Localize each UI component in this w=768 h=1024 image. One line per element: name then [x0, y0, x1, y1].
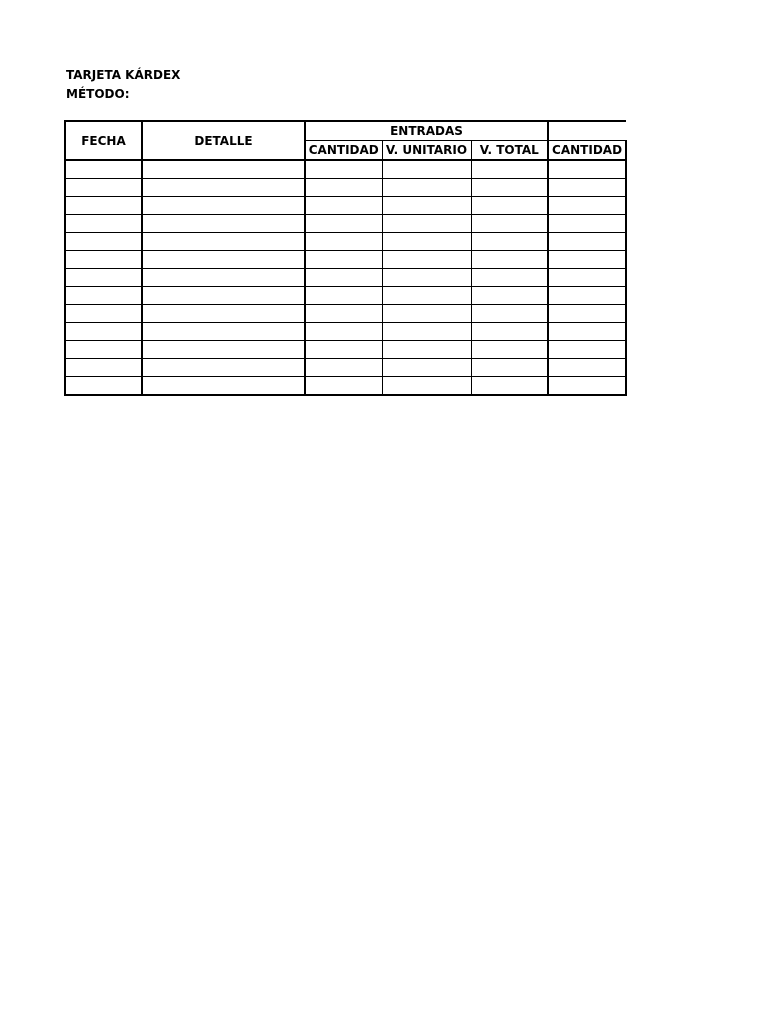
column-header-salidas [548, 121, 626, 141]
cell-v-total[interactable] [471, 377, 548, 396]
cell-v-unitario[interactable] [382, 215, 471, 233]
document-title: TARJETA KÁRDEX [66, 68, 181, 82]
cell-v-total[interactable] [471, 305, 548, 323]
cell-v-unitario[interactable] [382, 160, 471, 179]
cell-v-unitario[interactable] [382, 251, 471, 269]
table-row [65, 233, 626, 251]
cell-v-total[interactable] [471, 197, 548, 215]
cell-v-unitario[interactable] [382, 269, 471, 287]
cell-cantidad-salidas[interactable] [548, 377, 626, 396]
table-row [65, 287, 626, 305]
cell-cantidad[interactable] [305, 179, 382, 197]
table-row [65, 341, 626, 359]
cell-cantidad[interactable] [305, 341, 382, 359]
kardex-table [64, 120, 627, 396]
column-header-cantidad: CANTIDAD [305, 141, 382, 161]
cell-v-unitario[interactable] [382, 323, 471, 341]
cell-detalle[interactable] [142, 323, 305, 341]
cell-cantidad[interactable] [305, 323, 382, 341]
cell-fecha[interactable] [65, 251, 142, 269]
table-row [65, 179, 626, 197]
cell-v-total[interactable] [471, 269, 548, 287]
cell-cantidad-salidas[interactable] [548, 359, 626, 377]
table-row [65, 305, 626, 323]
cell-detalle[interactable] [142, 359, 305, 377]
cell-fecha[interactable] [65, 377, 142, 396]
cell-v-unitario[interactable] [382, 359, 471, 377]
column-header-v-total: V. TOTAL [471, 141, 548, 161]
method-label: MÉTODO: [66, 87, 130, 101]
cell-detalle[interactable] [142, 197, 305, 215]
column-header-entradas: ENTRADAS [305, 121, 548, 141]
cell-v-total[interactable] [471, 359, 548, 377]
cell-cantidad-salidas[interactable] [548, 323, 626, 341]
cell-fecha[interactable] [65, 215, 142, 233]
cell-cantidad[interactable] [305, 160, 382, 179]
cell-fecha[interactable] [65, 233, 142, 251]
table-row [65, 377, 626, 396]
cell-cantidad[interactable] [305, 233, 382, 251]
cell-v-total[interactable] [471, 215, 548, 233]
table-row [65, 359, 626, 377]
cell-v-total[interactable] [471, 287, 548, 305]
column-header-detalle: DETALLE [142, 121, 305, 160]
cell-cantidad[interactable] [305, 269, 382, 287]
cell-v-unitario[interactable] [382, 197, 471, 215]
cell-cantidad-salidas[interactable] [548, 215, 626, 233]
cell-detalle[interactable] [142, 215, 305, 233]
cell-cantidad-salidas[interactable] [548, 305, 626, 323]
cell-detalle[interactable] [142, 287, 305, 305]
cell-cantidad-salidas[interactable] [548, 233, 626, 251]
cell-cantidad[interactable] [305, 359, 382, 377]
cell-cantidad-salidas[interactable] [548, 287, 626, 305]
cell-v-total[interactable] [471, 251, 548, 269]
table-body [65, 160, 626, 395]
cell-cantidad[interactable] [305, 305, 382, 323]
cell-detalle[interactable] [142, 251, 305, 269]
cell-v-total[interactable] [471, 323, 548, 341]
cell-v-total[interactable] [471, 341, 548, 359]
cell-fecha[interactable] [65, 323, 142, 341]
table-row [65, 251, 626, 269]
cell-v-total[interactable] [471, 160, 548, 179]
document-header [66, 66, 180, 104]
cell-v-total[interactable] [471, 233, 548, 251]
cell-cantidad[interactable] [305, 287, 382, 305]
cell-v-unitario[interactable] [382, 179, 471, 197]
cell-v-unitario[interactable] [382, 233, 471, 251]
cell-detalle[interactable] [142, 341, 305, 359]
cell-detalle[interactable] [142, 233, 305, 251]
table-row [65, 323, 626, 341]
cell-fecha[interactable] [65, 160, 142, 179]
column-header-fecha: FECHA [65, 121, 142, 160]
cell-cantidad-salidas[interactable] [548, 179, 626, 197]
cell-detalle[interactable] [142, 179, 305, 197]
column-header-v-unitario: V. UNITARIO [382, 141, 471, 161]
column-header-cantidad-salidas: CANTIDAD [548, 141, 626, 161]
cell-cantidad-salidas[interactable] [548, 197, 626, 215]
cell-fecha[interactable] [65, 197, 142, 215]
cell-fecha[interactable] [65, 287, 142, 305]
cell-cantidad[interactable] [305, 251, 382, 269]
table-row [65, 197, 626, 215]
cell-cantidad[interactable] [305, 197, 382, 215]
header-row-main [65, 121, 626, 141]
cell-fecha[interactable] [65, 341, 142, 359]
cell-fecha[interactable] [65, 179, 142, 197]
cell-detalle[interactable] [142, 305, 305, 323]
cell-detalle[interactable] [142, 269, 305, 287]
cell-v-unitario[interactable] [382, 341, 471, 359]
cell-fecha[interactable] [65, 269, 142, 287]
cell-cantidad-salidas[interactable] [548, 341, 626, 359]
cell-fecha[interactable] [65, 305, 142, 323]
table-row [65, 215, 626, 233]
cell-v-unitario[interactable] [382, 377, 471, 396]
table-row [65, 269, 626, 287]
cell-cantidad-salidas[interactable] [548, 160, 626, 179]
cell-v-unitario[interactable] [382, 287, 471, 305]
table-row [65, 160, 626, 179]
cell-fecha[interactable] [65, 359, 142, 377]
cell-detalle[interactable] [142, 160, 305, 179]
cell-cantidad-salidas[interactable] [548, 269, 626, 287]
cell-cantidad[interactable] [305, 215, 382, 233]
cell-cantidad-salidas[interactable] [548, 251, 626, 269]
cell-cantidad[interactable] [305, 377, 382, 396]
cell-detalle[interactable] [142, 377, 305, 396]
cell-v-total[interactable] [471, 179, 548, 197]
cell-v-unitario[interactable] [382, 305, 471, 323]
